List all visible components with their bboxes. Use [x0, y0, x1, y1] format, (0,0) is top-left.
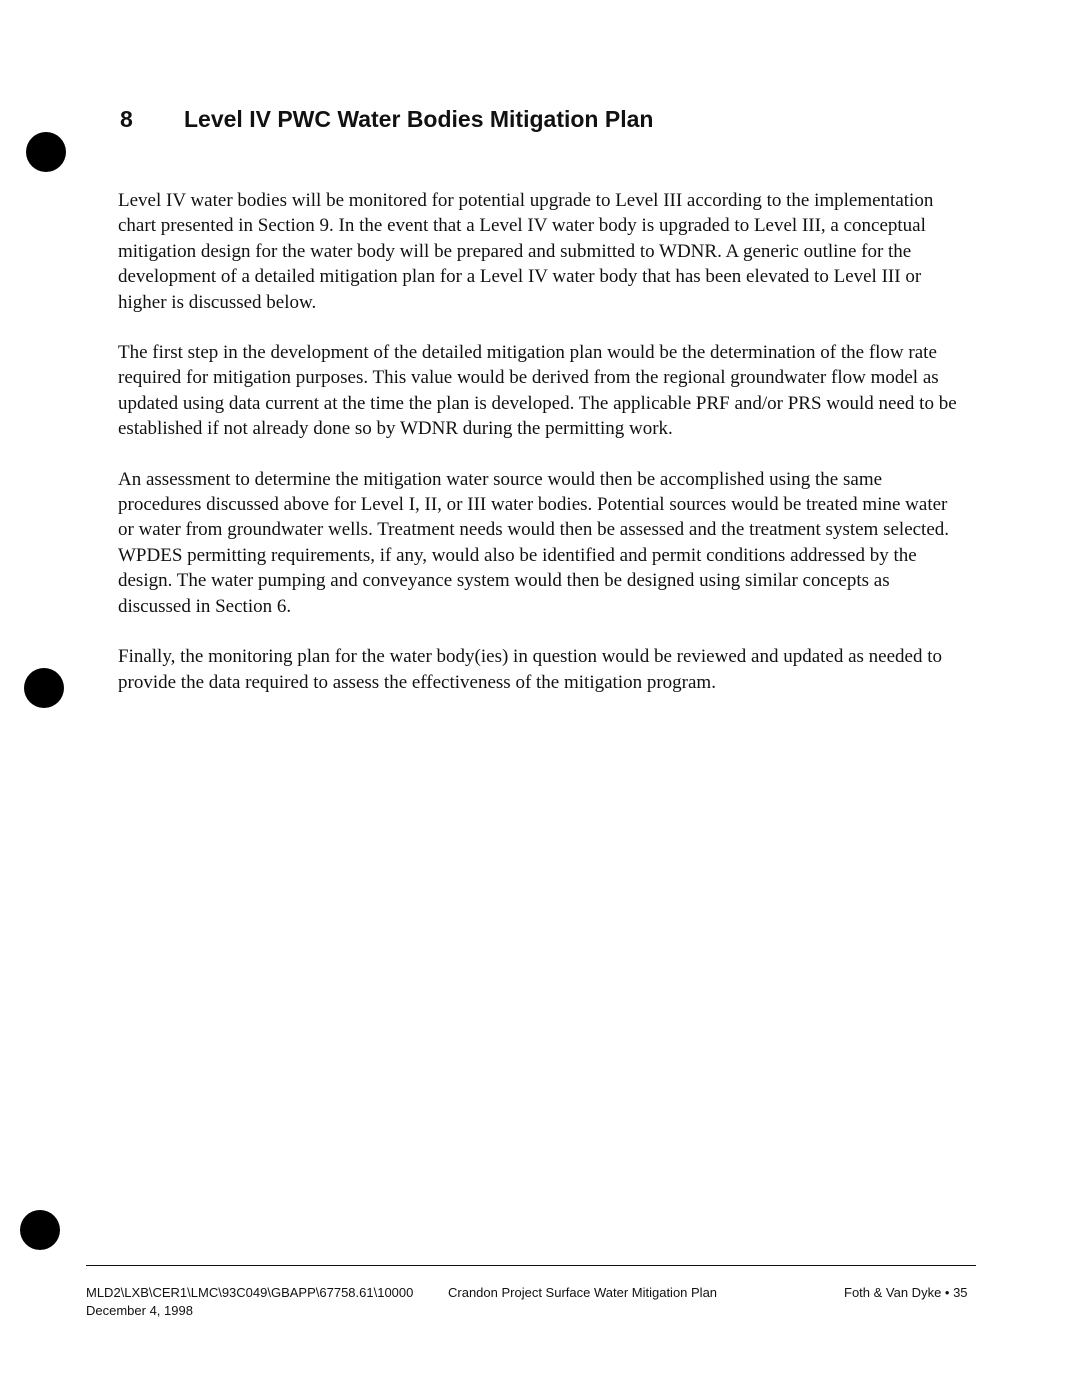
footer-date: December 4, 1998 [86, 1303, 193, 1318]
footer-rule [86, 1265, 976, 1266]
paragraph: An assessment to determine the mitigation water source would then be accomplished using the same procedures discussed above for Level I, II, or III water bodies. Potential sources would be treated mine water or water from groundwater wells. Treatment needs would then be assessed and the treatment system selected. WPDES permitting requirements, if any, would also be identified and permit conditions addressed by the design. The water pumping and conveyance system would then be designed using similar concepts as discussed in Section 6. [118, 468, 950, 617]
section-heading [120, 106, 653, 133]
paragraph: Finally, the monitoring plan for the water body(ies) in question would be reviewed and updated as needed to provide the data required to assess the effectiveness of the mitigation program. [118, 646, 942, 693]
footer-document-title: Crandon Project Surface Water Mitigation Plan [448, 1285, 718, 1300]
paragraph: The first step in the development of the detailed mitigation plan would be the determination of the flow rate required for mitigation purposes. This value would be derived from the regional groundwater flow model as updated using data current at the time the plan is developed. The applicable PRF and/or PRS would need to be established if not already done so by WDNR during the permitting work. [118, 342, 957, 440]
body-text [118, 188, 958, 720]
section-number: 8 [120, 106, 133, 132]
footer-left [86, 1284, 413, 1320]
punch-hole [26, 132, 66, 172]
paragraph: Level IV water bodies will be monitored for potential upgrade to Level III according to the implementation chart presented in Section 9. In the event that a Level IV water body is upgraded to Level III, a conceptual mitigation design for the water body will be prepared and submitted to WDNR. A generic outline for the development of a detailed mitigation plan for a Level IV water body that has been elevated to Level III or higher is discussed below. [118, 190, 934, 313]
footer-page-label: Foth & Van Dyke • 35 [844, 1285, 968, 1300]
punch-hole [20, 1210, 60, 1250]
punch-hole [24, 668, 64, 708]
section-title: Level IV PWC Water Bodies Mitigation Plan [184, 106, 654, 132]
footer-file-path: MLD2\LXB\CER1\LMC\93C049\GBAPP\67758.61\10000 [86, 1285, 414, 1300]
